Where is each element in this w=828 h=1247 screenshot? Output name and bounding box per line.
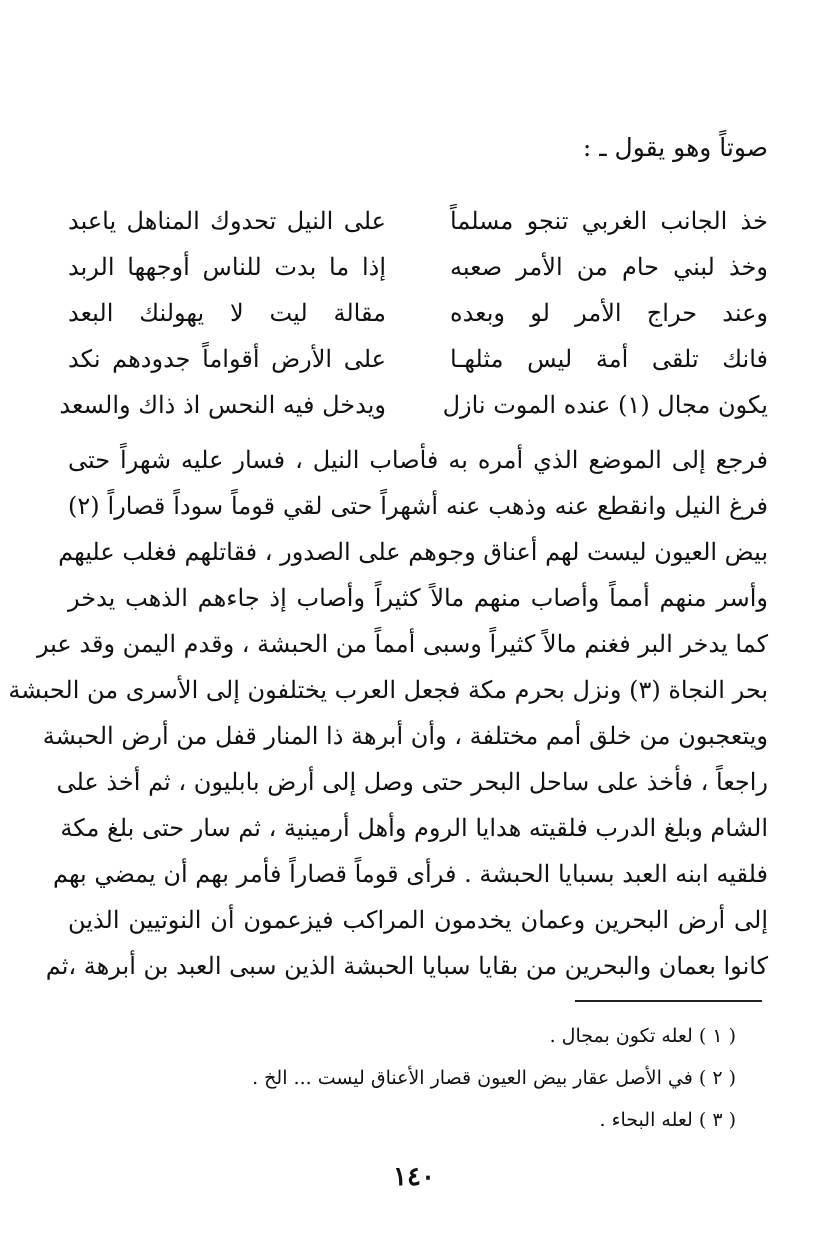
prose-line: فرغ النيل وانقطع عنه وذهب عنه أشهراً حتى لقي قوماً سوداً قصاراً (٢) [68, 492, 768, 520]
prose-line: إلى أرض البحرين وعمان يخدمون المراكب فيزعمون أن النوتيين الذين [68, 906, 768, 934]
hemistich-second: إذا ما بدت للناس أوجهها الربد [68, 253, 386, 281]
prose-line: بيض العيون ليست لهم أعناق وجوهم على الصدور ، فقاتلهم فغلب عليهم [58, 538, 768, 566]
prose-line: كانوا بعمان والبحرين من بقايا سبايا الحبشة الذين سبى العبد بن أبرهة ،ثم [45, 952, 768, 980]
footnote: ( ١ ) لعله تكون بمجال . [549, 1025, 736, 1047]
page-number: ١٤٠ [393, 1162, 435, 1192]
poem-verse [68, 198, 768, 244]
hemistich-first: خذ الجانب الغربي تنجو مسلماً [450, 207, 768, 235]
prose-line: بحر النجاة (٣) ونزل بحرم مكة فجعل العرب يختلفون إلى الأسرى من الحبشة [8, 676, 768, 704]
poem-verse [68, 336, 768, 382]
poem-block [59, 198, 768, 428]
intro-line: صوتاً وهو يقول ـ : [582, 133, 768, 162]
prose-line: ويتعجبون من خلق أمم مختلفة ، وأن أبرهة ذا المنار قفل من أرض الحبشة [42, 722, 768, 750]
hemistich-first: وخذ لبني حام من الأمر صعبه [450, 253, 768, 281]
prose-paragraph [8, 437, 768, 989]
prose-line: فلقيه ابنه العبد بسبايا الحبشة . فرأى قوماً قصاراً فأمر بهم أن يمضي بهم [53, 860, 768, 888]
footnote: ( ٢ ) في الأصل عقار بيض العيون قصار الأعناق ليست ... الخ . [252, 1067, 736, 1089]
prose-line: كما يدخر البر فغنم مالاً كثيراً وسبى أمماً من الحبشة ، وقدم اليمن وقد عبر [36, 630, 768, 658]
hemistich-second: على النيل تحدوك المناهل ياعبد [68, 207, 386, 235]
hemistich-first: فانك تلقى أمة ليس مثلهـا [450, 345, 768, 373]
footnote-divider [575, 1000, 762, 1002]
hemistich-first: وعند حراج الأمر لو وبعده [450, 299, 768, 327]
poem-verse [68, 244, 768, 290]
poem-verse [68, 290, 768, 336]
hemistich-second: ويدخل فيه النحس اذ ذاك والسعد [59, 391, 386, 419]
prose-line: وأسر منهم أمماً وأصاب منهم مالاً كثيراً وأصاب إذ جاءهم الذهب يدخر [68, 584, 768, 612]
hemistich-first: يكون مجال (١) عنده الموت نازل [442, 391, 768, 419]
hemistich-second: على الأرض أقواماً جدودهم نكد [68, 345, 386, 373]
prose-line: فرجع إلى الموضع الذي أمره به فأصاب النيل ، فسار عليه شهراً حتى [68, 446, 768, 474]
footnotes [136, 1015, 736, 1141]
prose-line: راجعاً ، فأخذ على ساحل البحر حتى وصل إلى أرض بابليون ، ثم أخذ على [56, 768, 768, 796]
prose-line: الشام وبلغ الدرب فلقيته هدايا الروم وأهل أرمينية ، ثم سار حتى بلغ مكة [60, 814, 768, 842]
poem-verse [59, 382, 768, 428]
footnote: ( ٣ ) لعله البحاء . [599, 1109, 736, 1131]
hemistich-second: مقالة ليت لا يهولنك البعد [68, 299, 386, 327]
